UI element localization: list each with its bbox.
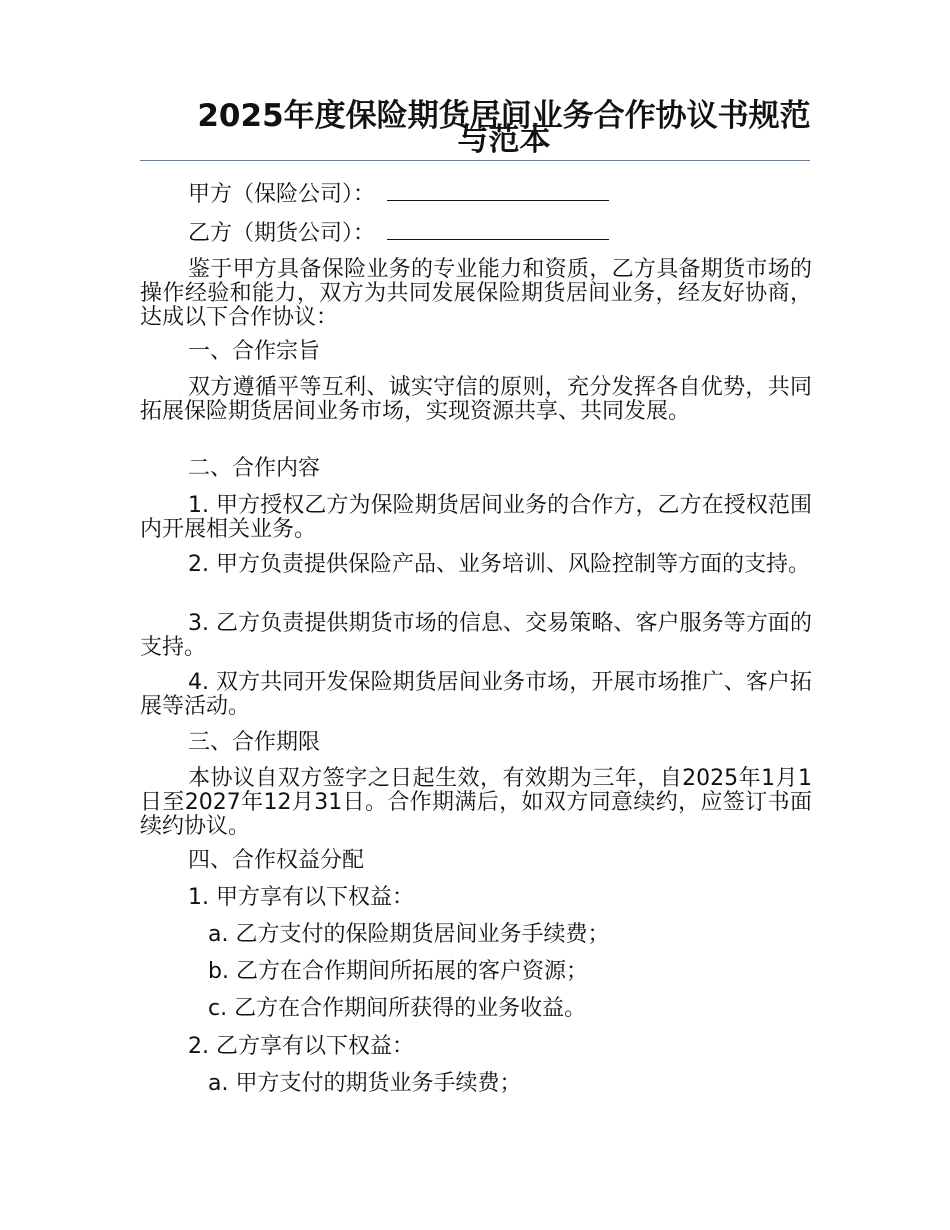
- preamble-block: [140, 258, 812, 330]
- section1-paragraph: 双方遵循平等互利、诚实守信的原则，充分发挥各自优势，共同拓展保险期货居间业务市场，实现资源共享、共同发展。: [140, 375, 812, 424]
- section1-block: [140, 376, 812, 424]
- section4-party-b-heading: 2. 乙方享有以下权益：: [188, 1034, 414, 1059]
- section4-party-a-item-c: c. 乙方在合作期间所获得的业务收益。: [208, 996, 587, 1021]
- party-b-blank: [387, 221, 609, 240]
- section3-heading: 三、合作期限: [188, 730, 321, 755]
- section2-heading: 二、合作内容: [188, 456, 321, 481]
- document-title: 2025年度保险期货居间业务合作协议书规范与范本: [197, 98, 811, 158]
- section2-item3: 3. 乙方负责提供期货市场的信息、交易策略、客户服务等方面的支持。: [140, 611, 812, 660]
- section2-item1: 1. 甲方授权乙方为保险期货居间业务的合作方，乙方在授权范围内开展相关业务。: [140, 493, 812, 542]
- section3-paragraph: 本协议自双方签字之日起生效，有效期为三年，自2025年1月1日至2027年12月31日。合作期满后，如双方同意续约，应签订书面续约协议。: [140, 766, 812, 839]
- section2-item2: 2. 甲方负责提供保险产品、业务培训、风险控制等方面的支持。: [188, 552, 810, 577]
- section4-party-b-item-a: a. 甲方支付的期货业务手续费；: [208, 1071, 522, 1096]
- party-b-label: 乙方（期货公司）：: [188, 221, 376, 246]
- party-a-label: 甲方（保险公司）：: [188, 182, 376, 207]
- section2-item3-block: [140, 612, 812, 660]
- section4-heading: 四、合作权益分配: [188, 848, 365, 873]
- party-a-blank: [387, 182, 609, 201]
- section2-item4: 4. 双方共同开发保险期货居间业务市场，开展市场推广、客户拓展等活动。: [140, 670, 812, 719]
- section4-party-a-item-b: b. 乙方在合作期间所拓展的客户资源；: [208, 959, 588, 984]
- section4-party-a-heading: 1. 甲方享有以下权益：: [188, 885, 414, 910]
- section3-block: [140, 767, 812, 839]
- section2-item2-block: [140, 553, 812, 577]
- section2-item1-block: [140, 494, 812, 542]
- party-a-line: [188, 182, 609, 207]
- section2-item4-block: [140, 671, 812, 719]
- section4-party-a-item-a: a. 乙方支付的保险期货居间业务手续费；: [208, 922, 610, 947]
- preamble-paragraph: 鉴于甲方具备保险业务的专业能力和资质，乙方具备期货市场的操作经验和能力，双方为共同发展保险期货居间业务，经友好协商，达成以下合作协议：: [140, 257, 812, 330]
- party-b-line: [188, 221, 609, 246]
- section1-heading: 一、合作宗旨: [188, 339, 321, 364]
- title-divider: [140, 160, 810, 161]
